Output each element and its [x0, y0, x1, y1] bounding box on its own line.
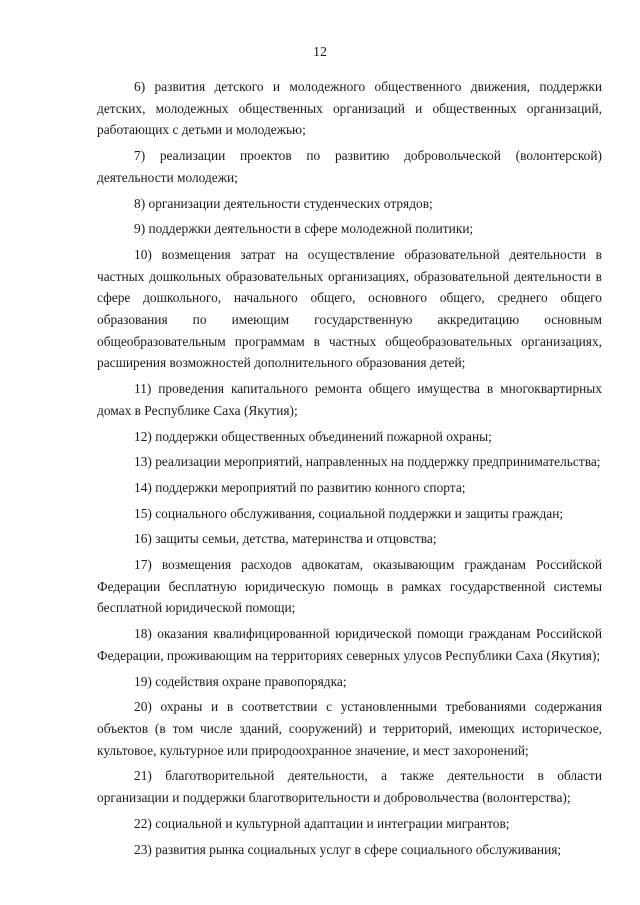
list-item: 18) оказания квалифицированной юридической помощи гражданам Российской Федерации, проживающим на территориях северных улусов Республики Саха (Якутия);	[97, 626, 602, 663]
list-item: 23) развития рынка социальных услуг в сфере социального обслуживания;	[134, 841, 562, 857]
list-item: 19) содействия охране правопорядка;	[134, 673, 347, 689]
list-item: 22) социальной и культурной адаптации и интеграции мигрантов;	[134, 815, 510, 831]
list-item: 14) поддержки мероприятий по развитию конного спорта;	[134, 479, 466, 495]
list-item: 6) развития детского и молодежного общественного движения, поддержки детских, молодежных общественных организаций и общественных организаций, работающих с детьми и молодежью;	[97, 79, 602, 138]
list-item: 8) организации деятельности студенческих отрядов;	[134, 195, 433, 211]
list-item: 16) защиты семьи, детства, материнства и отцовства;	[134, 531, 437, 547]
list-item: 13) реализации мероприятий, направленных на поддержку предпринимательства;	[134, 454, 601, 470]
list-item: 10) возмещения затрат на осуществление образовательной деятельности в частных дошкольных образовательных организациях, образовательной деятельности в сфере дошкольного, начального общего, основного общего, среднего общего образования по имеющим государственную аккредитацию основным общеобразовательным программам в частных общеобразовательных организациях, расширения возможностей дополнительного образования детей;	[97, 246, 602, 371]
list-item: 21) благотворительной деятельности, а также деятельности в области организации и поддержки благотворительности и добровольчества (волонтерства);	[97, 768, 602, 806]
list-item: 7) реализации проектов по развитию добровольческой (волонтерской) деятельности молодежи;	[97, 148, 602, 185]
list-item: 11) проведения капитального ремонта общего имущества в многоквартирных домах в Республике Саха (Якутия);	[97, 381, 602, 418]
list-item: 9) поддержки деятельности в сфере молодежной политики;	[134, 221, 474, 237]
list-item: 15) социального обслуживания, социальной поддержки и защиты граждан;	[134, 505, 564, 521]
document-body	[97, 76, 602, 864]
list-item: 12) поддержки общественных объединений пожарной охраны;	[134, 428, 492, 444]
page-number: 12	[313, 45, 327, 60]
list-item: 20) охраны и в соответствии с установленными требованиями содержания объектов (в том числе зданий, сооружений) и территорий, имеющих историческое, культовое, культурное или природоохранное значение, и мест захоронений;	[97, 699, 602, 758]
list-item: 17) возмещения расходов адвокатам, оказывающим гражданам Российской Федерации бесплатную юридическую помощь в рамках государственной системы бесплатной юридической помощи;	[97, 557, 602, 616]
